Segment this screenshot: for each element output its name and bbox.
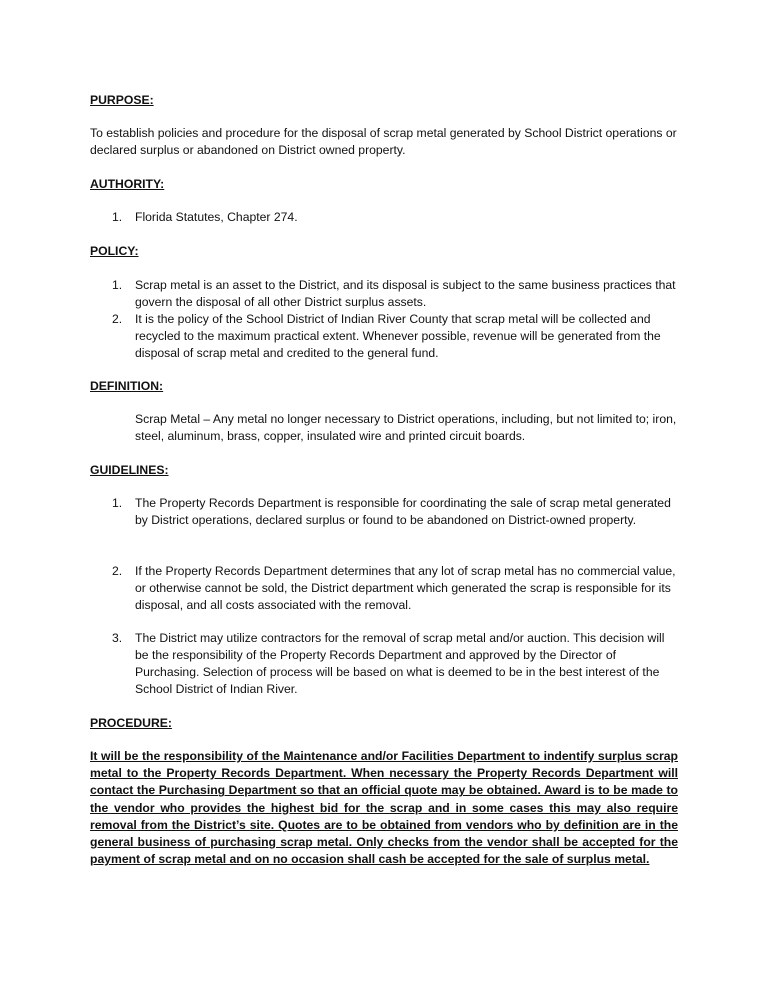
authority-list — [90, 209, 680, 226]
authority-heading: AUTHORITY: — [90, 177, 165, 191]
list-number: 1. — [112, 496, 123, 510]
list-number: 3. — [112, 631, 123, 645]
list-text: The Property Records Department is responsible for coordinating the sale of scrap metal generated by District operations, declared surplus or found to be abandoned on District-owned property. — [135, 496, 671, 527]
definition-text: Scrap Metal – Any metal no longer necessary to District operations, including, but not limited to; iron, steel, aluminum, brass, copper, insulated wire and printed circuit boards. — [135, 412, 677, 443]
list-number: 2. — [112, 564, 123, 578]
list-text: It is the policy of the School District of Indian River County that scrap metal will be collected and recycled to the maximum practical extent. Whenever possible, revenue will be generated from the disposal of scrap metal and credited to the general fund. — [135, 312, 661, 360]
guidelines-list — [90, 630, 680, 698]
list-number: 1. — [112, 210, 123, 224]
list-item — [90, 495, 680, 529]
list-item — [90, 277, 680, 311]
list-text: The District may utilize contractors for the removal of scrap metal and/or auction. This decision will be the responsibility of the Property Records Department and approved by the Director of Purchasing. Selection of process will be based on what is deemed to be in the best interest of the School District of Indian River. — [135, 631, 665, 696]
list-text: If the Property Records Department determines that any lot of scrap metal has no commercial value, or otherwise cannot be sold, the District department which generated the scrap is responsible for its disposal, and all costs associated with the removal. — [135, 564, 676, 612]
procedure-text: It will be the responsibility of the Maintenance and/or Facilities Department to indentify surplus scrap metal to the Property Records Department. When necessary the Property Records Department will contact the Purchasing Department so that an official quote may be obtained. Award is to be made to the vendor who provides the highest bid for the scrap and in some cases this may also require removal from the District’s site. Quotes are to be obtained from vendors who by definition are in the general business of purchasing scrap metal. Only checks from the vendor shall be accepted for the payment of scrap metal and on no occasion shall cash be accepted for the sale of surplus metal. — [90, 749, 678, 867]
list-text: Florida Statutes, Chapter 274. — [135, 210, 298, 224]
purpose-text: To establish policies and procedure for the disposal of scrap metal generated by School District operations or declared surplus or abandoned on District owned property. — [90, 126, 677, 157]
policy-heading: POLICY: — [90, 244, 139, 258]
list-item — [90, 630, 680, 698]
list-item — [90, 311, 680, 362]
definition-heading: DEFINITION: — [90, 379, 164, 393]
list-number: 1. — [112, 278, 123, 292]
list-item — [90, 209, 680, 226]
purpose-heading: PURPOSE: — [90, 93, 154, 107]
list-item — [90, 563, 680, 614]
policy-list — [90, 277, 680, 362]
guidelines-list — [90, 495, 680, 529]
guidelines-list — [90, 563, 680, 614]
list-text: Scrap metal is an asset to the District, and its disposal is subject to the same business practices that govern the disposal of all other District surplus assets. — [135, 278, 676, 309]
guidelines-heading: GUIDELINES: — [90, 463, 169, 477]
procedure-heading: PROCEDURE: — [90, 716, 172, 730]
list-number: 2. — [112, 312, 123, 326]
